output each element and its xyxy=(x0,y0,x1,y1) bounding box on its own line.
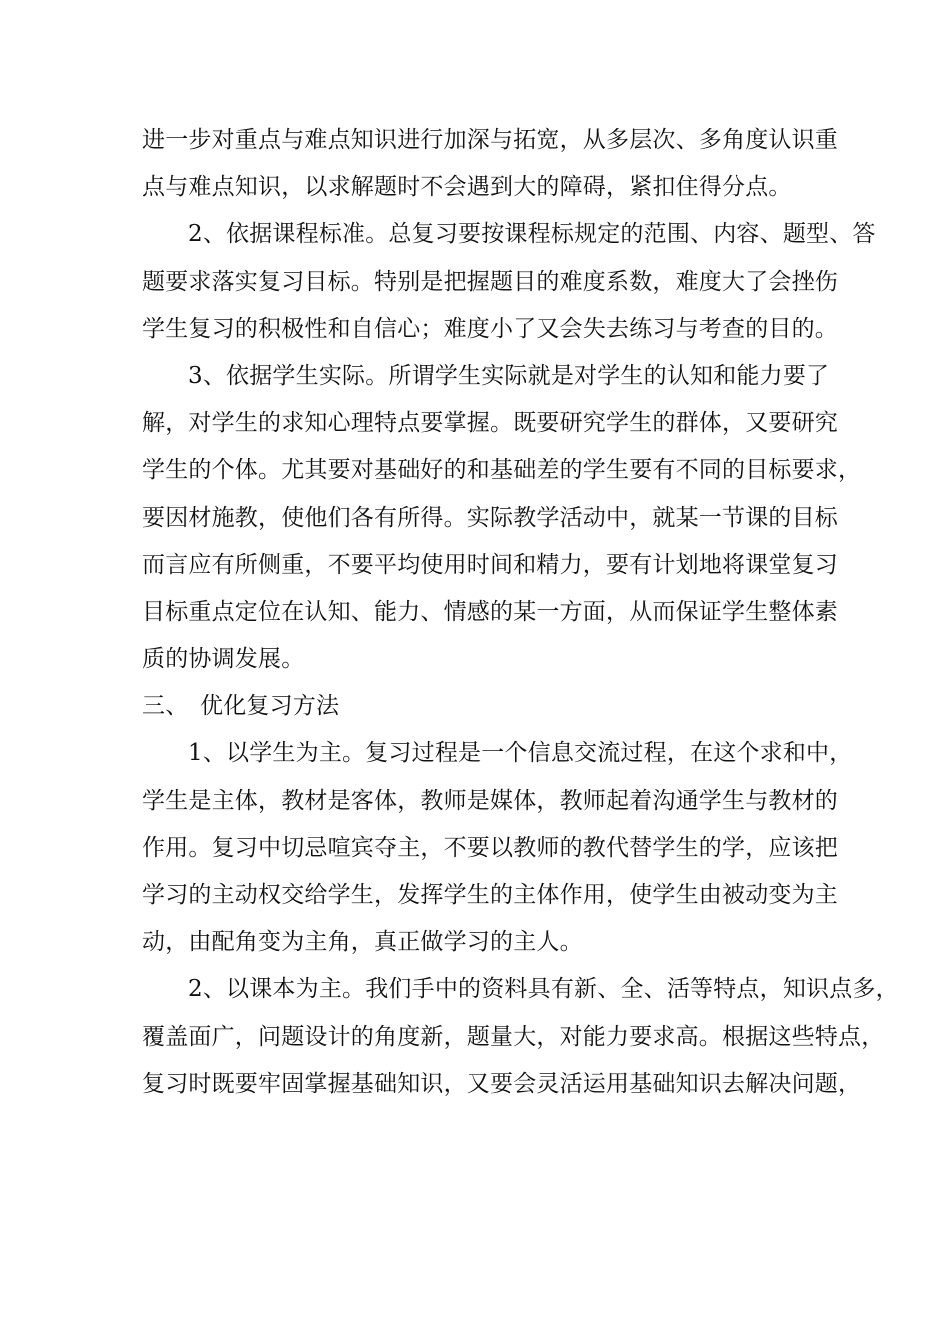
paragraph-line: 目标重点定位在认知、能力、情感的某一方面，从而保证学生整体素 xyxy=(142,598,838,625)
paragraph-line: 点与难点知识，以求解题时不会遇到大的障碍，紧扣住得分点。 xyxy=(142,174,792,201)
paragraph-line: 学生复习的积极性和自信心；难度小了又会失去练习与考查的目的。 xyxy=(142,315,838,342)
paragraph-line: 2、依据课程标准。总复习要按课程标规定的范围、内容、题型、答 xyxy=(188,221,876,248)
section-heading xyxy=(142,683,822,730)
paragraph-line: 2、以课本为主。我们手中的资料具有新、全、活等特点，知识点多， xyxy=(188,976,899,1003)
paragraph-line: 复习时既要牢固掌握基础知识，又要会灵活运用基础知识去解决问题， xyxy=(142,1070,862,1097)
paragraph-line: 动，由配角变为主角，真正做学习的主人。 xyxy=(142,929,583,956)
section-heading-title: 优化复习方法 xyxy=(200,693,340,720)
paragraph-line: 学生是主体，教材是客体，教师是媒体，教师起着沟通学生与教材的 xyxy=(142,787,838,814)
paragraph-line: 进一步对重点与难点知识进行加深与拓宽，从多层次、多角度认识重 xyxy=(142,127,838,153)
paragraph-line: 学习的主动权交给学生，发挥学生的主体作用，使学生由被动变为主 xyxy=(142,882,838,908)
paragraph-line: 而言应有所侧重，不要平均使用时间和精力，要有计划地将课堂复习 xyxy=(142,551,838,578)
paragraph-line: 3、依据学生实际。所谓学生实际就是对学生的认知和能力要了 xyxy=(188,362,830,389)
paragraph-line: 覆盖面广，问题设计的角度新，题量大，对能力要求高。根据这些特点， xyxy=(142,1023,885,1050)
paragraph-line: 解，对学生的求知心理特点要掌握。既要研究学生的群体，又要研究 xyxy=(142,410,838,437)
paragraph-line: 要因材施教，使他们各有所得。实际教学活动中，就某一节课的目标 xyxy=(142,504,838,531)
section-heading-number: 三、 xyxy=(142,693,189,720)
body-text xyxy=(142,117,899,1108)
paragraph-line: 质的协调发展。 xyxy=(142,646,305,673)
paragraph-line: 作用。复习中切忌喧宾夺主，不要以教师的教代替学生的学，应该把 xyxy=(142,834,838,861)
paragraph-line: 题要求落实复习目标。特别是把握题目的难度系数，难度大了会挫伤 xyxy=(142,268,838,295)
paragraph-line: 1、以学生为主。复习过程是一个信息交流过程，在这个求和中， xyxy=(188,740,853,767)
paragraph-line: 学生的个体。尤其要对基础好的和基础差的学生要有不同的目标要求， xyxy=(142,457,862,484)
